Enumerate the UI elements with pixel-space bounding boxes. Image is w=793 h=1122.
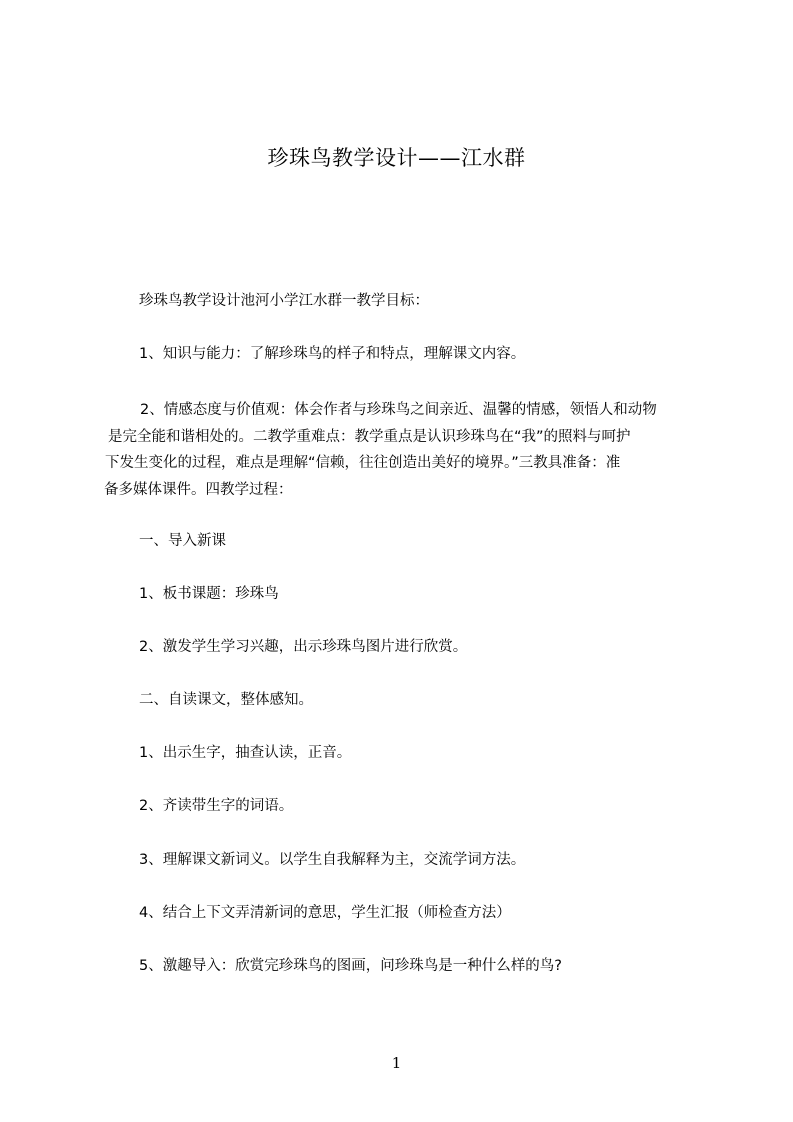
list-item: 5、激趣导入：欣赏完珍珠鸟的图画，问珍珠鸟是一种什么样的鸟? bbox=[139, 958, 562, 974]
paragraph-objective-2 bbox=[104, 397, 694, 503]
paragraph-intro: 珍珠鸟教学设计池河小学江水群一教学目标： bbox=[139, 293, 429, 309]
section-heading-1: 一、导入新课 bbox=[139, 533, 226, 549]
document-title: 珍珠鸟教学设计——江水群 bbox=[267, 146, 526, 170]
paragraph-line: 下发生变化的过程，难点是理解“信赖，往往创造出美好的境界。”三教具准备：准 bbox=[105, 455, 621, 471]
list-item: 2、齐读带生字的词语。 bbox=[139, 798, 294, 814]
list-item: 3、理解课文新词义。以学生自我解释为主，交流学词方法。 bbox=[139, 852, 526, 868]
list-item: 2、激发学生学习兴趣，出示珍珠鸟图片进行欣赏。 bbox=[139, 639, 468, 655]
paragraph-objective-1: 1、知识与能力：了解珍珠鸟的样子和特点，理解课文内容。 bbox=[139, 346, 526, 362]
page-number: 1 bbox=[391, 1054, 402, 1072]
section-heading-2: 二、自读课文，整体感知。 bbox=[139, 692, 313, 708]
list-item: 1、板书课题：珍珠鸟 bbox=[139, 586, 279, 602]
list-item: 1、出示生字，抽查认读，正音。 bbox=[139, 745, 352, 761]
paragraph-line: 备多媒体课件。四教学过程： bbox=[104, 481, 293, 498]
paragraph-line: 2、情感态度与价值观：体会作者与珍珠鸟之间亲近、温馨的情感，领悟人和动物 bbox=[140, 402, 657, 418]
paragraph-line: 是完全能和谐相处的。二教学重难点：教学重点是认识珍珠鸟在“我”的照料与呵护 bbox=[108, 428, 631, 445]
list-item: 4、结合上下文弄清新词的意思，学生汇报（师检查方法） bbox=[139, 905, 511, 921]
